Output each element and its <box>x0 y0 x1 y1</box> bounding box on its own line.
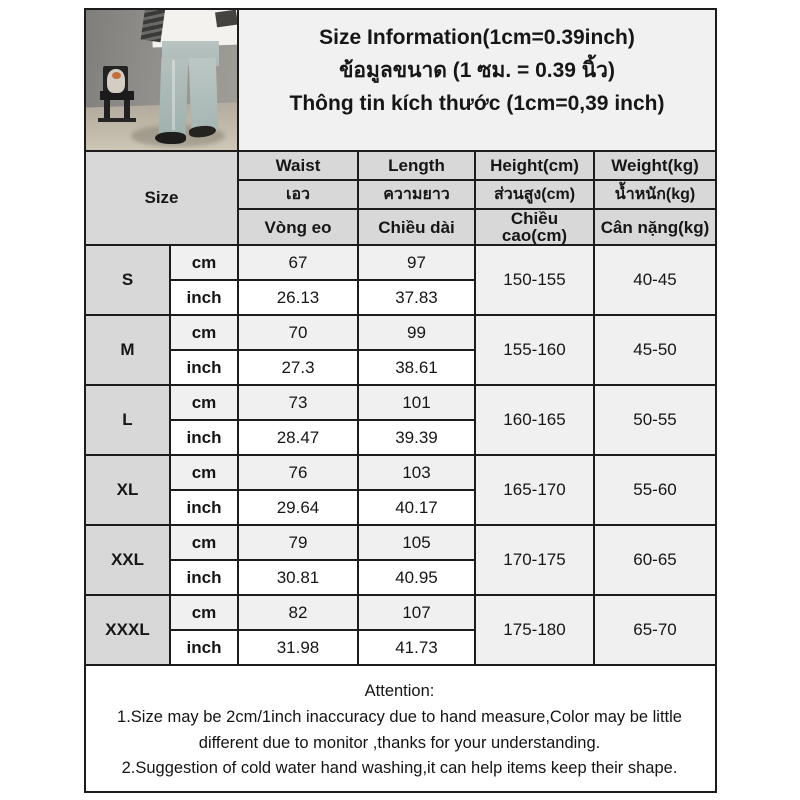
waist-inch-value: 27.3 <box>238 350 358 385</box>
attention-cell <box>85 665 716 792</box>
unit-label-cm: cm <box>170 385 238 420</box>
weight-range: 40-45 <box>594 245 716 315</box>
length-inch-value: 40.95 <box>358 560 475 595</box>
waist-inch-value: 28.47 <box>238 420 358 455</box>
col-header-height-th: ส่วนสูง(cm) <box>475 180 594 209</box>
waist-inch-value: 29.64 <box>238 490 358 525</box>
col-header-height-en: Height(cm) <box>475 151 594 180</box>
unit-label-inch: inch <box>170 490 238 525</box>
unit-label-cm: cm <box>170 245 238 280</box>
col-header-weight-en: Weight(kg) <box>594 151 716 180</box>
attention-note-2: 2.Suggestion of cold water hand washing,it can help items keep their shape. <box>121 759 678 778</box>
height-range: 150-155 <box>475 245 594 315</box>
title-vietnamese: Thông tin kích thước (1cm=0,39 inch) <box>289 92 665 116</box>
height-range: 155-160 <box>475 315 594 385</box>
col-header-length-en: Length <box>358 151 475 180</box>
photo-left-shoe <box>155 132 185 145</box>
height-range: 160-165 <box>475 385 594 455</box>
unit-label-inch: inch <box>170 350 238 385</box>
weight-range: 45-50 <box>594 315 716 385</box>
length-cm-value: 105 <box>358 525 475 560</box>
weight-range: 65-70 <box>594 595 716 665</box>
attention-note-1: 1.Size may be 2cm/1inch inaccuracy due to hand measure,Color may be little different due to monitor ,thanks for your understanding. <box>117 707 682 752</box>
title-block <box>239 27 715 133</box>
model-photo <box>86 10 237 150</box>
waist-cm-value: 82 <box>238 595 358 630</box>
weight-range: 50-55 <box>594 385 716 455</box>
weight-range: 55-60 <box>594 455 716 525</box>
length-cm-value: 97 <box>358 245 475 280</box>
length-inch-value: 40.17 <box>358 490 475 525</box>
col-header-height-vi: Chiều cao(cm) <box>475 209 594 245</box>
length-cm-value: 107 <box>358 595 475 630</box>
unit-label-cm: cm <box>170 455 238 490</box>
size-label-xxl: XXL <box>85 525 170 595</box>
title-cell <box>238 9 716 151</box>
length-cm-value: 101 <box>358 385 475 420</box>
waist-cm-value: 76 <box>238 455 358 490</box>
col-header-weight-vi: Cân nặng(kg) <box>594 209 716 245</box>
unit-label-cm: cm <box>170 315 238 350</box>
size-chart-table <box>84 8 717 793</box>
unit-label-inch: inch <box>170 280 238 315</box>
unit-label-inch: inch <box>170 560 238 595</box>
length-cm-value: 103 <box>358 455 475 490</box>
waist-inch-value: 30.81 <box>238 560 358 595</box>
title-english: Size Information(1cm=0.39inch) <box>319 25 635 49</box>
unit-label-cm: cm <box>170 595 238 630</box>
size-label-xl: XL <box>85 455 170 525</box>
photo-chair-base <box>98 118 136 122</box>
col-header-weight-th: น้ำหนัก(kg) <box>594 180 716 209</box>
photo-jeans-crease <box>172 60 175 130</box>
photo-jeans-right-leg <box>189 57 219 131</box>
waist-cm-value: 73 <box>238 385 358 420</box>
photo-chair-leg <box>104 100 110 120</box>
photo-chair-leg <box>124 100 130 120</box>
col-header-waist-vi: Vòng eo <box>238 209 358 245</box>
waist-cm-value: 70 <box>238 315 358 350</box>
length-inch-value: 41.73 <box>358 630 475 665</box>
unit-label-cm: cm <box>170 525 238 560</box>
col-header-length-vi: Chiều dài <box>358 209 475 245</box>
unit-label-inch: inch <box>170 420 238 455</box>
length-inch-value: 39.39 <box>358 420 475 455</box>
size-chart-page <box>84 8 717 793</box>
col-header-waist-th: เอว <box>238 180 358 209</box>
size-label-l: L <box>85 385 170 455</box>
length-inch-value: 37.83 <box>358 280 475 315</box>
length-inch-value: 38.61 <box>358 350 475 385</box>
waist-cm-value: 79 <box>238 525 358 560</box>
corner-size-label: Size <box>85 151 238 245</box>
length-cm-value: 99 <box>358 315 475 350</box>
attention-heading: Attention: <box>364 682 435 701</box>
weight-range: 60-65 <box>594 525 716 595</box>
size-label-xxxl: XXXL <box>85 595 170 665</box>
product-photo-cell <box>85 9 238 151</box>
height-range: 175-180 <box>475 595 594 665</box>
unit-label-inch: inch <box>170 630 238 665</box>
attention-block <box>86 675 715 781</box>
size-label-s: S <box>85 245 170 315</box>
title-thai: ข้อมูลขนาด (1 ซม. = 0.39 นิ้ว) <box>339 58 615 82</box>
photo-shirt-print <box>215 10 237 28</box>
col-header-waist-en: Waist <box>238 151 358 180</box>
height-range: 170-175 <box>475 525 594 595</box>
waist-inch-value: 31.98 <box>238 630 358 665</box>
size-label-m: M <box>85 315 170 385</box>
waist-cm-value: 67 <box>238 245 358 280</box>
waist-inch-value: 26.13 <box>238 280 358 315</box>
col-header-length-th: ความยาว <box>358 180 475 209</box>
height-range: 165-170 <box>475 455 594 525</box>
photo-plush-toy-face <box>112 72 121 79</box>
